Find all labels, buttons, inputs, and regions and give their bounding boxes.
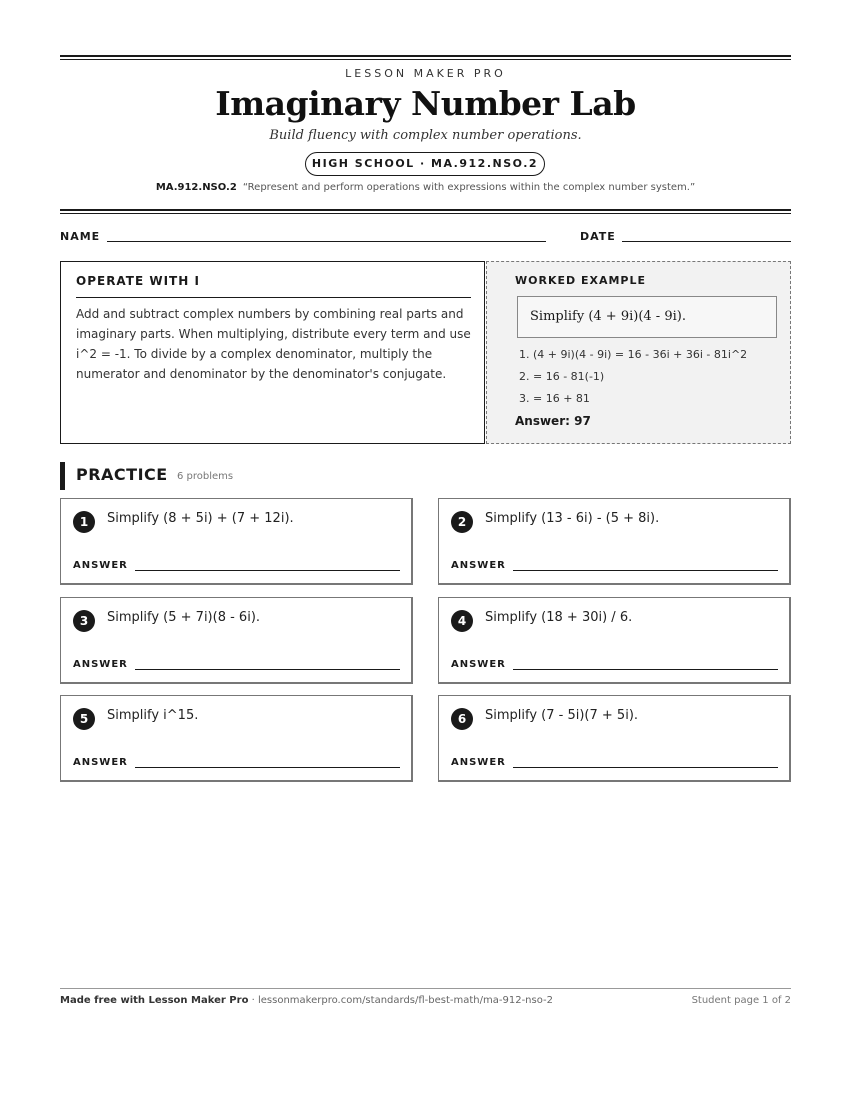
standard-code: MA.912.NSO.2 (155, 182, 237, 193)
problem-text: Simplify (5 + 7i)(8 - 6i). (107, 610, 261, 625)
problem-number: 4 (451, 610, 473, 632)
operate-title: OPERATE WITH I (76, 274, 200, 288)
answer-field[interactable] (135, 570, 400, 571)
name-label: NAME (60, 230, 101, 243)
problem-card-2 (438, 498, 791, 585)
answer-label: ANSWER (73, 659, 128, 670)
problem-number: 3 (73, 610, 95, 632)
worked-step: 1. (4 + 9i)(4 - 9i) = 16 - 36i + 36i - 81i^2 (519, 348, 748, 361)
footer-made-with: Made free with Lesson Maker Pro (60, 995, 249, 1006)
worked-step: 2. = 16 - 81(-1) (519, 370, 605, 383)
worked-example-box (486, 261, 791, 444)
operate-text: Add and subtract complex numbers by combining real parts and imaginary parts. When multiplying, distribute every term and use i^2 = -1. To divide by a complex denominator, multiply the numerator and denominator by the denominator's conjugate. (76, 307, 471, 381)
header-top-rule (60, 55, 791, 60)
level-badge: HIGH SCHOOL · MA.912.NSO.2 (305, 152, 545, 176)
problem-card-3 (60, 597, 413, 684)
problem-text: Simplify (8 + 5i) + (7 + 12i). (107, 511, 294, 526)
worked-step: 3. = 16 + 81 (519, 392, 590, 405)
worked-example-answer: Answer: 97 (515, 414, 591, 428)
problem-number: 6 (451, 708, 473, 730)
answer-label: ANSWER (73, 560, 128, 571)
answer-label: ANSWER (451, 560, 506, 571)
problem-card-5 (60, 695, 413, 782)
worked-example-steps (519, 344, 747, 410)
footer-rule (60, 988, 791, 989)
problem-number: 1 (73, 511, 95, 533)
problem-card-4 (438, 597, 791, 684)
problem-number: 5 (73, 708, 95, 730)
problem-card-6 (438, 695, 791, 782)
worksheet-page (60, 0, 791, 1100)
worked-example-title: WORKED EXAMPLE (515, 274, 646, 287)
answer-field[interactable] (513, 767, 778, 768)
practice-count: 6 problems (177, 471, 234, 482)
footer-credit (60, 995, 553, 1006)
problem-text: Simplify (7 - 5i)(7 + 5i). (485, 708, 639, 723)
footer-page-number: Student page 1 of 2 (691, 995, 791, 1006)
problem-text: Simplify (13 - 6i) - (5 + 8i). (485, 511, 660, 526)
page-subtitle: Build fluency with complex number operations. (269, 128, 582, 143)
brand-name: LESSON MAKER PRO (345, 67, 506, 80)
operate-divider (76, 297, 471, 298)
standard-text: “Represent and perform operations with expressions within the complex number system.” (242, 182, 696, 193)
name-field[interactable] (107, 241, 546, 242)
operate-with-i-box (60, 261, 485, 444)
answer-label: ANSWER (451, 757, 506, 768)
standard-description (60, 182, 791, 193)
problem-text: Simplify (18 + 30i) / 6. (485, 610, 633, 625)
header-bottom-rule (60, 209, 791, 214)
answer-field[interactable] (513, 570, 778, 571)
answer-field[interactable] (135, 669, 400, 670)
answer-field[interactable] (513, 669, 778, 670)
footer-url[interactable]: · lessonmakerpro.com/standards/fl-best-math/ma-912-nso-2 (248, 995, 554, 1006)
answer-label: ANSWER (73, 757, 128, 768)
problem-text: Simplify i^15. (107, 708, 199, 723)
problem-number: 2 (451, 511, 473, 533)
worked-example-problem: Simplify (4 + 9i)(4 - 9i). (517, 296, 777, 338)
answer-field[interactable] (135, 767, 400, 768)
page-title: Imaginary Number Lab (215, 84, 636, 123)
practice-title: PRACTICE (76, 465, 168, 484)
date-field[interactable] (622, 241, 791, 242)
practice-accent-bar (60, 462, 65, 490)
date-label: DATE (580, 230, 616, 243)
problem-card-1 (60, 498, 413, 585)
answer-label: ANSWER (451, 659, 506, 670)
